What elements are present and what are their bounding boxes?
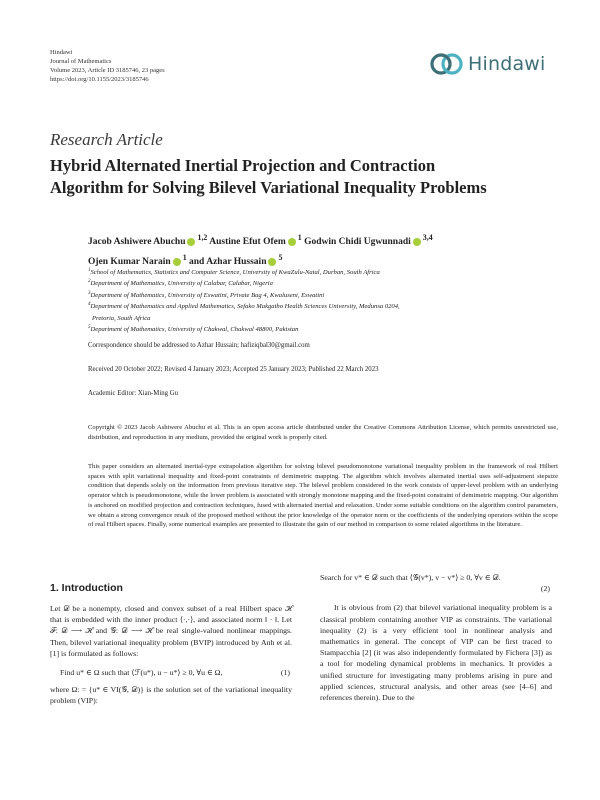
academic-editor: Academic Editor: Xian-Ming Gu (88, 390, 179, 397)
left-column (50, 603, 292, 707)
author-affil-sup: 1,2 (197, 233, 208, 242)
affiliations (88, 266, 558, 334)
journal-name: Journal of Mathematics (50, 58, 112, 65)
paper-title (50, 155, 570, 199)
author-affil-sup: 1 (182, 253, 187, 263)
copyright-notice: Copyright © 2023 Jacob Ashiwere Abuchu et al. This is an open access article distributed under the Creative Commons Attribution License, which permits unrestricted use, distribution, and reproduction in any medium, provided the original work is properly cited. (88, 424, 558, 441)
logo-text: Hindawi (468, 53, 546, 75)
affiliation: Pretoria, South Africa (92, 314, 151, 322)
intro-paragraph: where Ω: = {u* ∈ VI(𝒢, 𝒟)} is the solution set of the variational inequality problem (VIP): (50, 685, 292, 706)
correspondence: Correspondence should be addressed to Azhar Hussain; hafiziqbal30@gmail.com (88, 342, 310, 349)
author-name[interactable]: Austine Efut Ofem (209, 237, 286, 248)
equation-2 (320, 572, 552, 594)
equation-text: Search for v* ∈ 𝒟 such that ⟨𝒢(v*), v − v*⟩ ≥ 0, ∀v ∈ 𝒟. (320, 573, 501, 582)
author-name[interactable]: Ojen Kumar Narain (88, 257, 171, 268)
author-line-1 (88, 230, 558, 250)
title-line-2: Algorithm for Solving Bilevel Variational Inequality Problems (50, 178, 487, 197)
equation-1 (50, 667, 292, 678)
author-list (88, 230, 558, 270)
author-name[interactable]: Jacob Ashiwere Abuchu (88, 237, 186, 248)
orcid-icon[interactable] (173, 258, 181, 266)
author-conjunction: and (189, 257, 205, 268)
hindawi-logo[interactable] (430, 44, 560, 84)
section-heading: 1. Introduction (50, 582, 123, 594)
orcid-icon[interactable] (413, 238, 421, 246)
equation-text: Find u* ∈ Ω such that ⟨ℱ(u*), u − u*⟩ ≥ 0, ∀u ∈ Ω, (60, 668, 223, 678)
doi-link[interactable]: https://doi.org/10.1155/2023/3185746 (50, 76, 149, 83)
article-type: Research Article (50, 130, 163, 149)
author-affil-sup: 1 (297, 233, 302, 242)
affiliation: $^1$School of Mathematics, Statistics and Computer Science, University of KwaZulu-Natal, Durban, South Africa (88, 268, 380, 277)
equation-number: (1) (280, 668, 290, 678)
affiliation: $^3$Department of Mathematics, University of Eswatini, Private Bag 4, Kwaluseni, Eswatini (88, 290, 325, 299)
abstract: This paper considers an alternated inertial-type extrapolation algorithm for solving bilevel pseudomonotone variational inequality problem in the framework of real Hilbert spaces with split variational inequality and fixed-point constraints of demimetric mapping. The algorithm which involves alternated inertial uses self-adjustment stepsize condition that depends solely on the information from previous iterative step. The bilevel problem considered in the work consists of upper-level problem with an underlying operator which is pseudomonotone, while the lower problem is associated with strongly monotone mapping and the fixed-point constraint of demimetric mapping. Our algorithm is anchored on modified projection and contraction techniques, fused with alternated inertial and relaxation. Under some suitable conditions on the algorithm control parameters, we obtain a strong convergence result of the proposed method without the prior knowledge of the operator norm or the coefficients of the underlying operators within the scope of real Hilbert spaces. Finally, some numerical examples are presented to illustrate the gain of our method in comparison to some related algorithms in the literature. (88, 463, 558, 529)
intro-paragraph: It is obvious from (2) that bilevel variational inequality problem is a classical problem containing another VIP as constraints. The variational inequality (2) is a very efficient tool in nonlinear analysis and mathematics in general. The concept of VIP can be first traced to Stampacchia [2] (it was also independently formulated by Fichera [3]) as a tool for modeling dynamical problems in mechanics. It provides a unified structure for investigating many problems arising in pure and applied sciences, structural analysis, and other areas (see [4–6] and references therein). Due to the (320, 603, 552, 703)
author-affil-sup: 5 (278, 253, 283, 263)
right-column (320, 572, 552, 703)
equation-number: (2) (540, 584, 550, 594)
orcid-icon[interactable] (268, 258, 276, 266)
volume-line: Volume 2023, Article ID 3185746, 23 pages (50, 67, 165, 74)
author-affil-sup: 3,4 (422, 233, 433, 242)
affiliation: $^4$Department of Mathematics and Applied Mathematics, Sefako Makgatho Health Sciences University, Medunsa 0204, (88, 302, 400, 311)
title-line-1: Hybrid Alternated Inertial Projection and Contraction (50, 156, 436, 175)
intro-paragraph: Let 𝒟 be a nonempty, closed and convex subset of a real Hilbert space ℋ that is embedded with the inner product ⟨·,·⟩, and associated norm ‖ · ‖. Let ℱ: 𝒟 ⟶ ℋ and 𝒢: 𝒟 ⟶ ℋ be real single-valued nonlinear mappings. Then, bilevel variational inequality problem (BVIP) introduced by Anh et al. [1] is formulated as follows: (50, 604, 292, 658)
orcid-icon[interactable] (288, 238, 296, 246)
author-name[interactable]: Azhar Hussain (206, 257, 267, 268)
hindawi-rings-icon (430, 51, 464, 77)
author-name[interactable]: Godwin Chidi Ugwunnadi (304, 237, 411, 248)
publication-dates: Received 20 October 2022; Revised 4 January 2023; Accepted 25 January 2023; Published 22 March 2023 (88, 366, 379, 373)
affiliation: $^5$Department of Mathematics, University of Chakwal, Chakwal 48800, Pakistan (88, 324, 299, 334)
publisher-name: Hindawi (50, 49, 73, 56)
affiliation: $^2$Department of Mathematics, University of Calabar, Calabar, Nigeria (88, 279, 273, 288)
orcid-icon[interactable] (187, 238, 195, 246)
journal-header (50, 48, 165, 84)
